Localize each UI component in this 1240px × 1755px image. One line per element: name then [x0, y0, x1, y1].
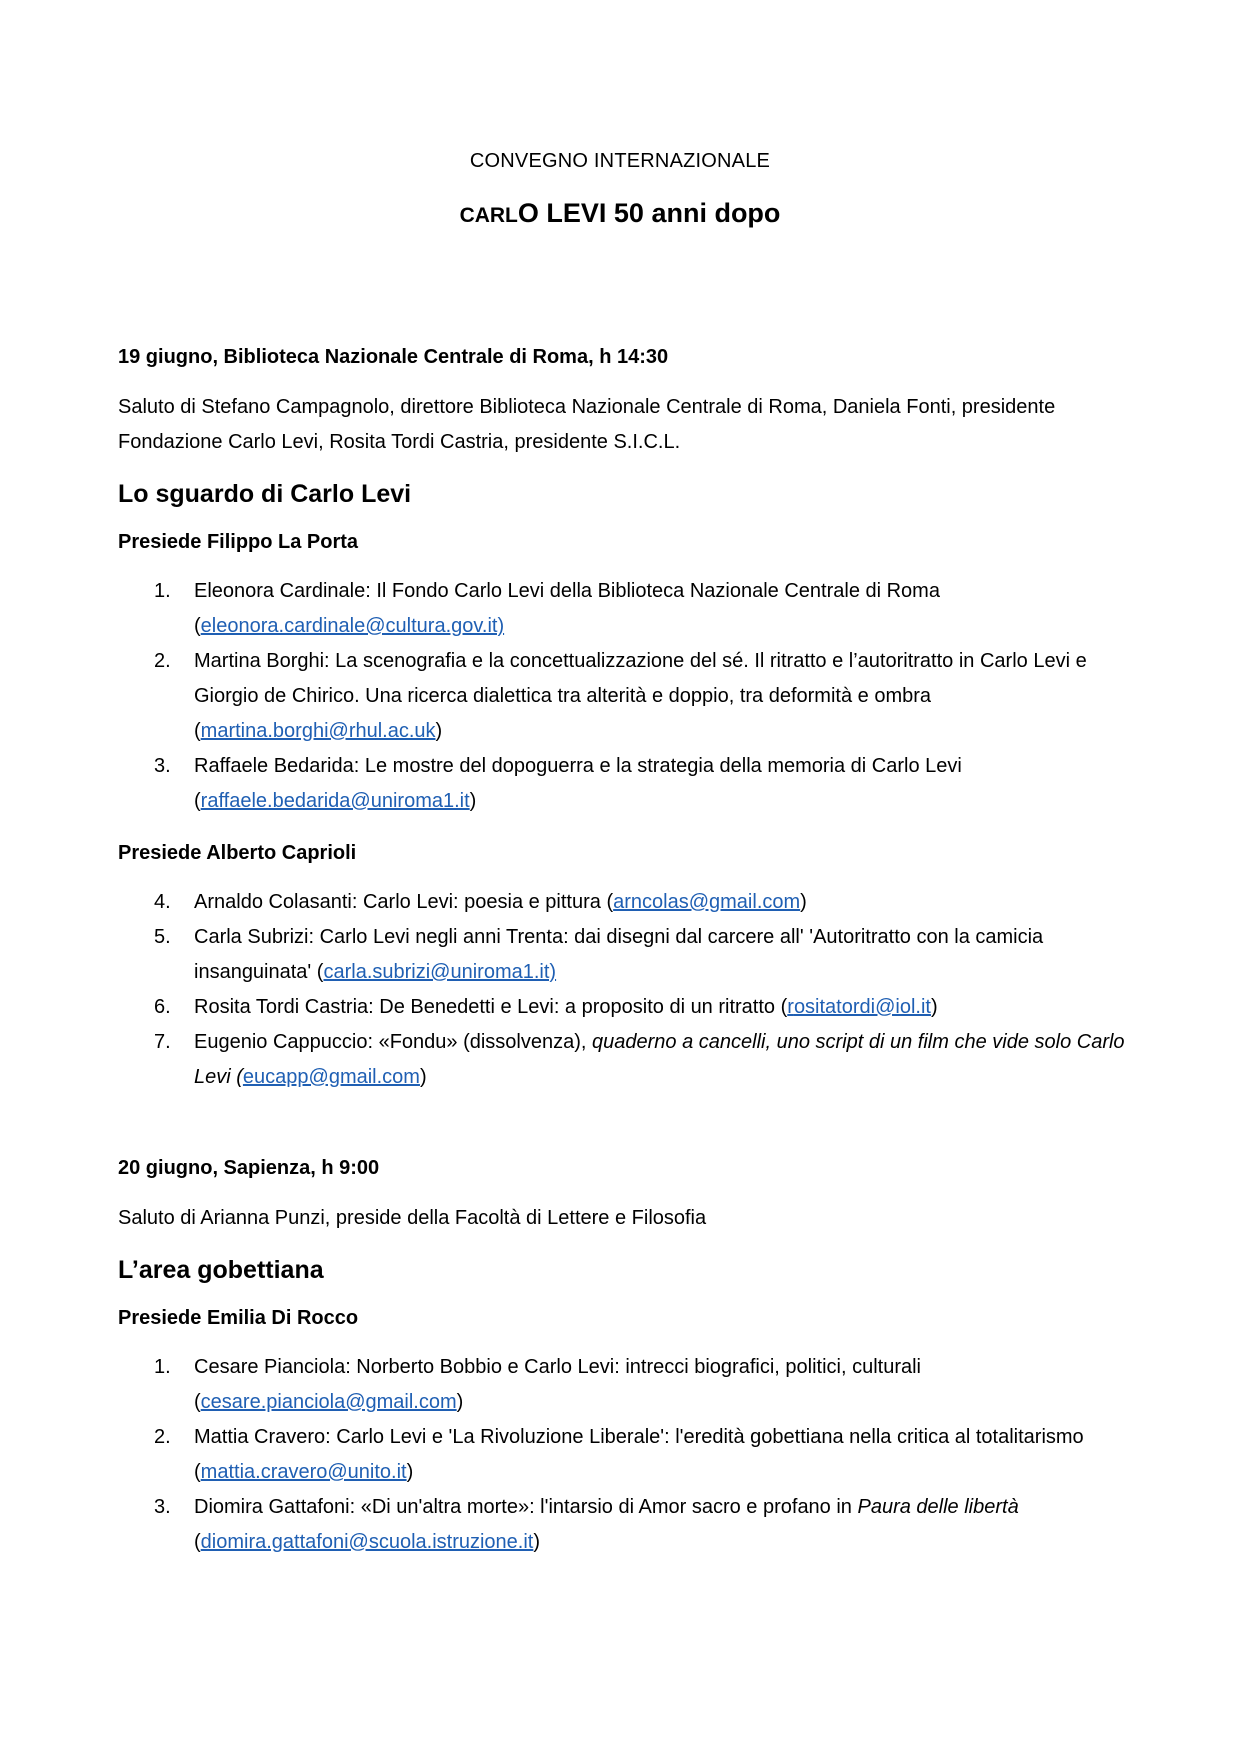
day1-greeting: Saluto di Stefano Campagnolo, direttore Biblioteca Nazionale Centrale di Roma, Daniela Fonti, presidente Fondazione Carlo Levi, Rosita Tordi Castria, presidente S.I.C.L.: [118, 396, 1056, 453]
day2-section-title: L’area gobettiana: [118, 1256, 324, 1284]
day1-panel1-list: [118, 574, 1128, 819]
list-item: [118, 749, 1128, 819]
item-tail: ): [435, 720, 443, 742]
day2-greeting: Saluto di Arianna Punzi, preside della Facoltà di Lettere e Filosofia: [118, 1207, 707, 1229]
item-number: 3.: [154, 755, 171, 777]
email-link[interactable]: [787, 996, 931, 1018]
program-content: [118, 342, 1128, 1578]
email-link[interactable]: raffaele.bedarida@uniroma1.it: [200, 790, 470, 812]
day2-panel1-chair: Presiede Emilia Di Rocco: [118, 1307, 359, 1329]
list-item: [118, 1025, 1128, 1095]
item-text: Carla Subrizi: Carlo Levi negli anni Trenta: dai disegni dal carcere all' 'Autoritratto con la camicia insanguinata' (: [194, 926, 1044, 983]
email-prefix: r: [787, 996, 794, 1018]
email-link[interactable]: mattia.cravero@unito.it: [200, 1461, 407, 1483]
item-text: Rosita Tordi Castria: De Benedetti e Levi: a proposito di un ritratto (: [194, 996, 788, 1018]
day1-panel2-chair: Presiede Alberto Caprioli: [118, 842, 357, 864]
day2-heading: 20 giugno, Sapienza, h 9:00: [118, 1157, 380, 1179]
email-link[interactable]: arncolas@gmail.com: [613, 891, 801, 913]
item-number: 4.: [154, 891, 171, 913]
item-number: 5.: [154, 926, 171, 948]
day1-heading: 19 giugno, Biblioteca Nazionale Centrale di Roma, h 14:30: [118, 346, 669, 368]
day1-panel2-list: [118, 885, 1128, 1095]
item-italic-text: quaderno a cancelli, uno script di un film che vide solo Carlo Levi (: [194, 1031, 1125, 1088]
item-tail: ): [800, 891, 807, 913]
item-tail: ): [419, 1066, 427, 1088]
day1-panel1-chair: Presiede Filippo La Porta: [118, 531, 359, 553]
item-text: Martina Borghi: La scenografia e la concettualizzazione del sé. Il ritratto e l’autoritratto in Carlo Levi e Giorgio de Chirico. Una ricerca dialettica tra alterità e doppio, tra deformità e ombra (: [194, 650, 1087, 742]
email-link[interactable]: cesare.pianciola@gmail.com: [200, 1391, 457, 1413]
conference-title: [0, 198, 1240, 229]
list-item: [118, 990, 1128, 1025]
day2-panel1-list: [118, 1350, 1128, 1560]
day1-section-title: Lo sguardo di Carlo Levi: [118, 480, 412, 508]
item-text: Cesare Pianciola: Norberto Bobbio e Carlo Levi: intrecci biografici, politici, culturali (: [194, 1356, 922, 1413]
item-text: Raffaele Bedarida: Le mostre del dopoguerra e la strategia della memoria di Carlo Levi (: [194, 755, 962, 812]
title-rest: O LEVI 50 anni dopo: [517, 198, 781, 228]
item-tail: ): [930, 996, 938, 1018]
conference-label: CONVEGNO INTERNAZIONALE: [469, 150, 771, 172]
item-text: Eleonora Cardinale: Il Fondo Carlo Levi della Biblioteca Nazionale Centrale di Roma (: [194, 580, 940, 637]
email-link[interactable]: carla.subrizi@uniroma1.it): [323, 961, 557, 983]
title-prefix: CARL: [459, 204, 518, 227]
list-item: [118, 574, 1128, 644]
email-link[interactable]: eucapp@gmail.com: [242, 1066, 420, 1088]
email-rest: ositatordi@iol.it: [793, 996, 931, 1018]
item-number: 2.: [154, 650, 171, 672]
list-item: [118, 885, 1128, 920]
list-item: [118, 644, 1128, 749]
item-text: Eugenio Cappuccio: «Fondu» (dissolvenza),: [194, 1031, 593, 1053]
item-number: 1.: [154, 1356, 171, 1378]
email-link[interactable]: eleonora.cardinale@cultura.gov.it): [200, 615, 505, 637]
item-number: 6.: [154, 996, 171, 1018]
item-number: 7.: [154, 1031, 171, 1053]
item-text: Diomira Gattafoni: «Di un'altra morte»: l'intarsio di Amor sacro e profano in: [194, 1496, 858, 1518]
item-number: 2.: [154, 1426, 171, 1448]
item-text: Arnaldo Colasanti: Carlo Levi: poesia e pittura (: [194, 891, 614, 913]
spacer: [118, 1113, 1128, 1153]
list-item: [118, 1420, 1128, 1490]
item-text: Mattia Cravero: Carlo Levi e 'La Rivoluzione Liberale': l'eredità gobettiana nella critica al totalitarismo (: [194, 1426, 1084, 1483]
list-item: [118, 1490, 1128, 1560]
item-number: 3.: [154, 1496, 171, 1518]
item-number: 1.: [154, 580, 171, 602]
item-text-2: (: [194, 1531, 201, 1553]
email-link[interactable]: martina.borghi@rhul.ac.uk: [200, 720, 436, 742]
item-italic-text: Paura delle libertà: [857, 1496, 1019, 1518]
list-item: [118, 1350, 1128, 1420]
email-link[interactable]: diomira.gattafoni@scuola.istruzione.it: [200, 1531, 534, 1553]
item-tail: ): [533, 1531, 541, 1553]
item-tail: ): [456, 1391, 464, 1413]
item-tail: ): [469, 790, 477, 812]
list-item: [118, 920, 1128, 990]
item-tail: ): [406, 1461, 414, 1483]
